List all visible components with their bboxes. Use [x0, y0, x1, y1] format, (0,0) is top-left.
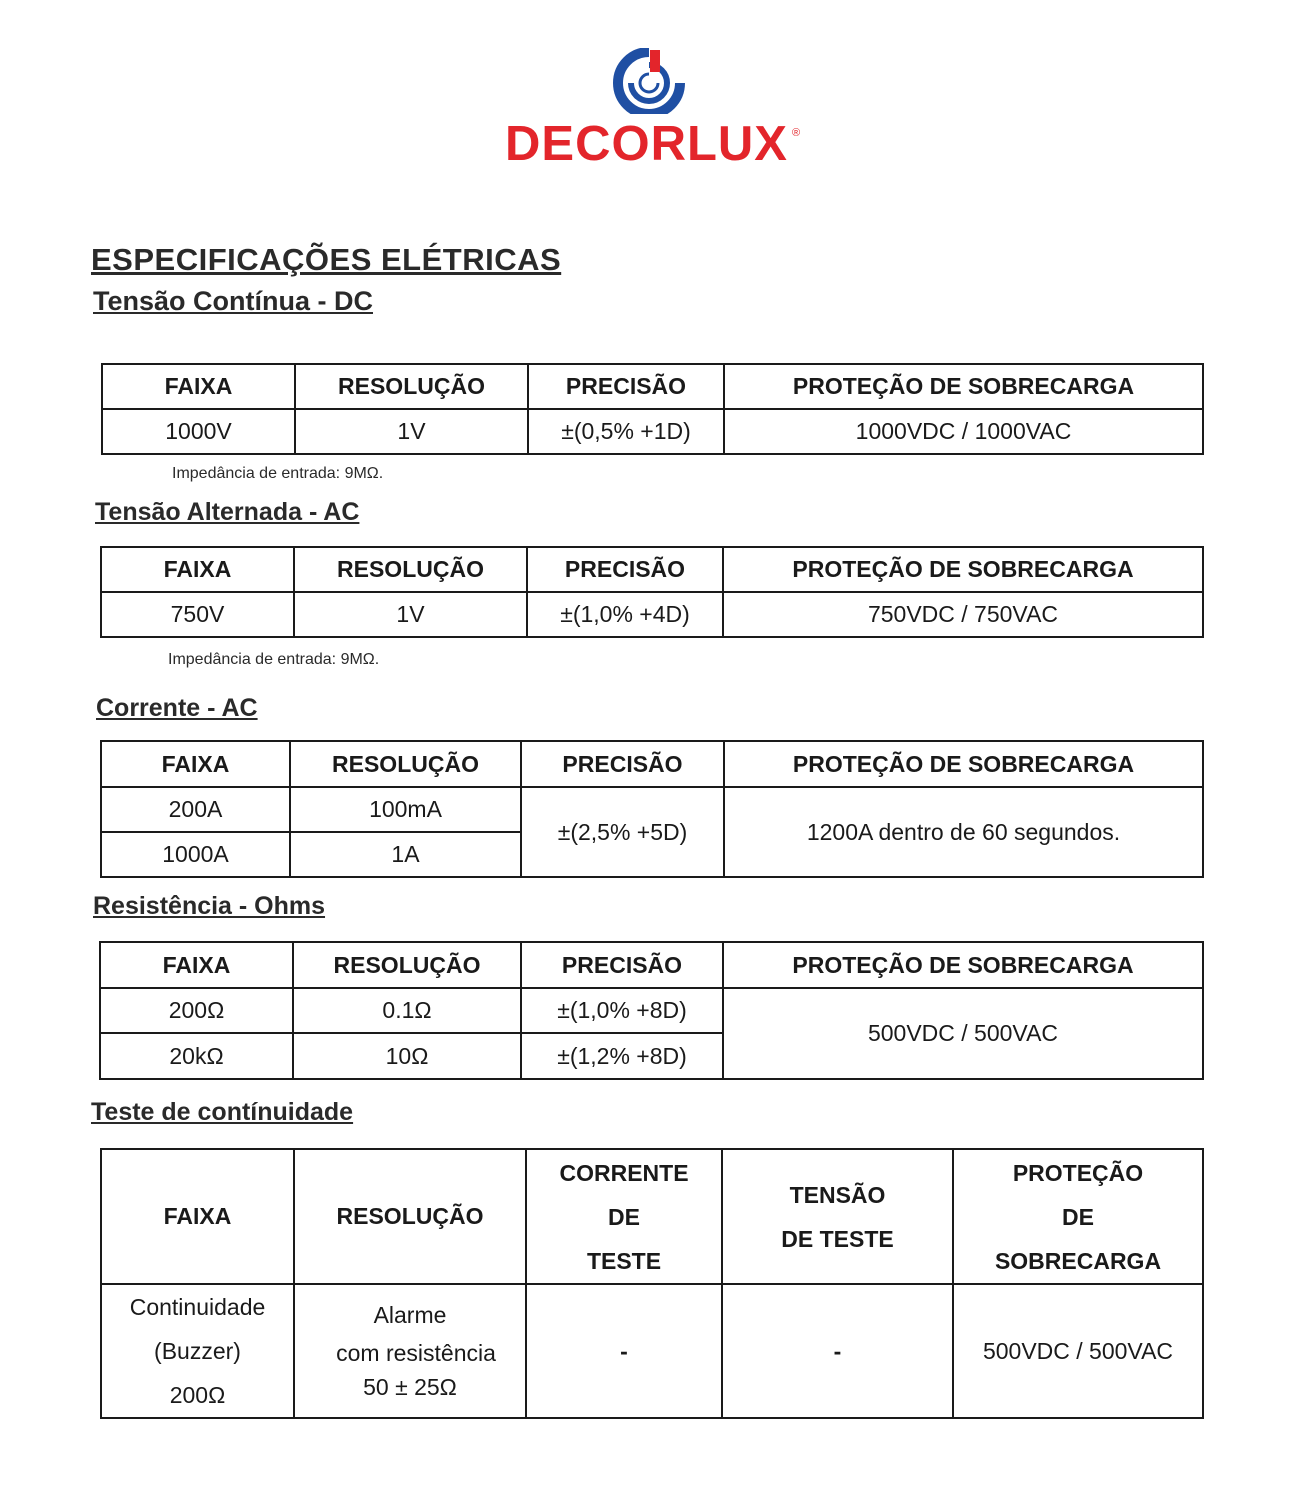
header-tensao-de-teste [722, 1149, 953, 1284]
header-precisao: PRECISÃO [528, 364, 724, 409]
header-resolucao: RESOLUÇÃO [295, 364, 528, 409]
decorlux-logo [500, 48, 810, 178]
header-line: TENSÃO [789, 1181, 886, 1208]
header-protecao: PROTEÇÃO DE SOBRECARGA [723, 547, 1203, 592]
cell-faixa: 20kΩ [100, 1033, 293, 1079]
header-resolucao: RESOLUÇÃO [294, 547, 527, 592]
registered-mark: ® [792, 127, 801, 139]
ac-table [100, 546, 1204, 638]
cell-protecao: 1000VDC / 1000VAC [724, 409, 1203, 454]
cell-resolucao: 10Ω [293, 1033, 521, 1079]
cell-resolucao: 0.1Ω [293, 988, 521, 1033]
cell-precisao: ±(1,0% +4D) [527, 592, 723, 637]
continuity-table [100, 1148, 1204, 1419]
cell-faixa [101, 1284, 294, 1418]
cell-line: com resistência [336, 1340, 496, 1366]
continuity-section-title: Teste de contínuidade [91, 1098, 354, 1126]
header-line: SOBRECARGA [994, 1247, 1162, 1274]
dc-table [101, 363, 1204, 455]
dc-impedance-note: Impedância de entrada: 9MΩ. [172, 465, 384, 482]
header-line: PROTEÇÃO [1012, 1159, 1144, 1186]
header-line: DE [1062, 1203, 1094, 1230]
header-protecao: PROTEÇÃO DE SOBRECARGA [723, 942, 1203, 988]
header-faixa: FAIXA [101, 741, 290, 787]
header-protecao: PROTEÇÃO DE SOBRECARGA [724, 364, 1203, 409]
header-corrente-de-teste [526, 1149, 722, 1284]
header-faixa: FAIXA [101, 547, 294, 592]
cell-resolucao: 1V [295, 409, 528, 454]
header-line: CORRENTE [559, 1159, 689, 1186]
cell-protecao: 500VDC / 500VAC [953, 1284, 1203, 1418]
cell-line: Continuidade [129, 1294, 266, 1320]
cell-precisao: ±(2,5% +5D) [521, 787, 724, 877]
header-protecao-de-sobrecarga [953, 1149, 1203, 1284]
ac-section-title: Tensão Alternada - AC [95, 498, 360, 526]
cell-faixa: 1000V [102, 409, 295, 454]
header-faixa: FAIXA [100, 942, 293, 988]
resistance-section-title: Resistência - Ohms [93, 892, 326, 920]
header-precisao: PRECISÃO [521, 741, 724, 787]
cell-line: 50 ± 25Ω [363, 1374, 457, 1400]
cell-protecao: 500VDC / 500VAC [723, 988, 1203, 1079]
cell-resolucao [294, 1284, 526, 1418]
page-title: ESPECIFICAÇÕES ELÉTRICAS [91, 242, 562, 277]
header-line: TESTE [586, 1247, 662, 1274]
cell-faixa: 1000A [101, 832, 290, 877]
cell-precisao: ±(1,0% +8D) [521, 988, 723, 1033]
header-precisao: PRECISÃO [527, 547, 723, 592]
header-resolucao: RESOLUÇÃO [290, 741, 521, 787]
ac-impedance-note: Impedância de entrada: 9MΩ. [168, 651, 380, 668]
cell-line: Alarme [373, 1302, 447, 1328]
header-protecao: PROTEÇÃO DE SOBRECARGA [724, 741, 1203, 787]
cell-faixa: 200A [101, 787, 290, 832]
header-line: DE TESTE [781, 1225, 894, 1252]
header-faixa: FAIXA [101, 1149, 294, 1284]
current-section-title: Corrente - AC [96, 694, 258, 722]
cell-faixa: 750V [101, 592, 294, 637]
cell-resolucao: 1V [294, 592, 527, 637]
cell-faixa: 200Ω [100, 988, 293, 1033]
header-faixa: FAIXA [102, 364, 295, 409]
cell-protecao: 1200A dentro de 60 segundos. [724, 787, 1203, 877]
cell-line: (Buzzer) [154, 1338, 241, 1364]
header-resolucao: RESOLUÇÃO [294, 1149, 526, 1284]
header-resolucao: RESOLUÇÃO [293, 942, 521, 988]
cell-resolucao: 100mA [290, 787, 521, 832]
cell-protecao: 750VDC / 750VAC [723, 592, 1203, 637]
cell-corrente: - [526, 1284, 722, 1418]
decorlux-emblem-icon [612, 48, 686, 114]
brand-name: DECORLUX [505, 117, 788, 171]
header-line: DE [608, 1203, 640, 1230]
resistance-table [99, 941, 1204, 1080]
current-table [100, 740, 1204, 878]
cell-precisao: ±(1,2% +8D) [521, 1033, 723, 1079]
header-precisao: PRECISÃO [521, 942, 723, 988]
dc-section-title: Tensão Contínua - DC [93, 286, 373, 316]
cell-precisao: ±(0,5% +1D) [528, 409, 724, 454]
cell-resolucao: 1A [290, 832, 521, 877]
cell-tensao: - [722, 1284, 953, 1418]
cell-line: 200Ω [169, 1382, 226, 1408]
